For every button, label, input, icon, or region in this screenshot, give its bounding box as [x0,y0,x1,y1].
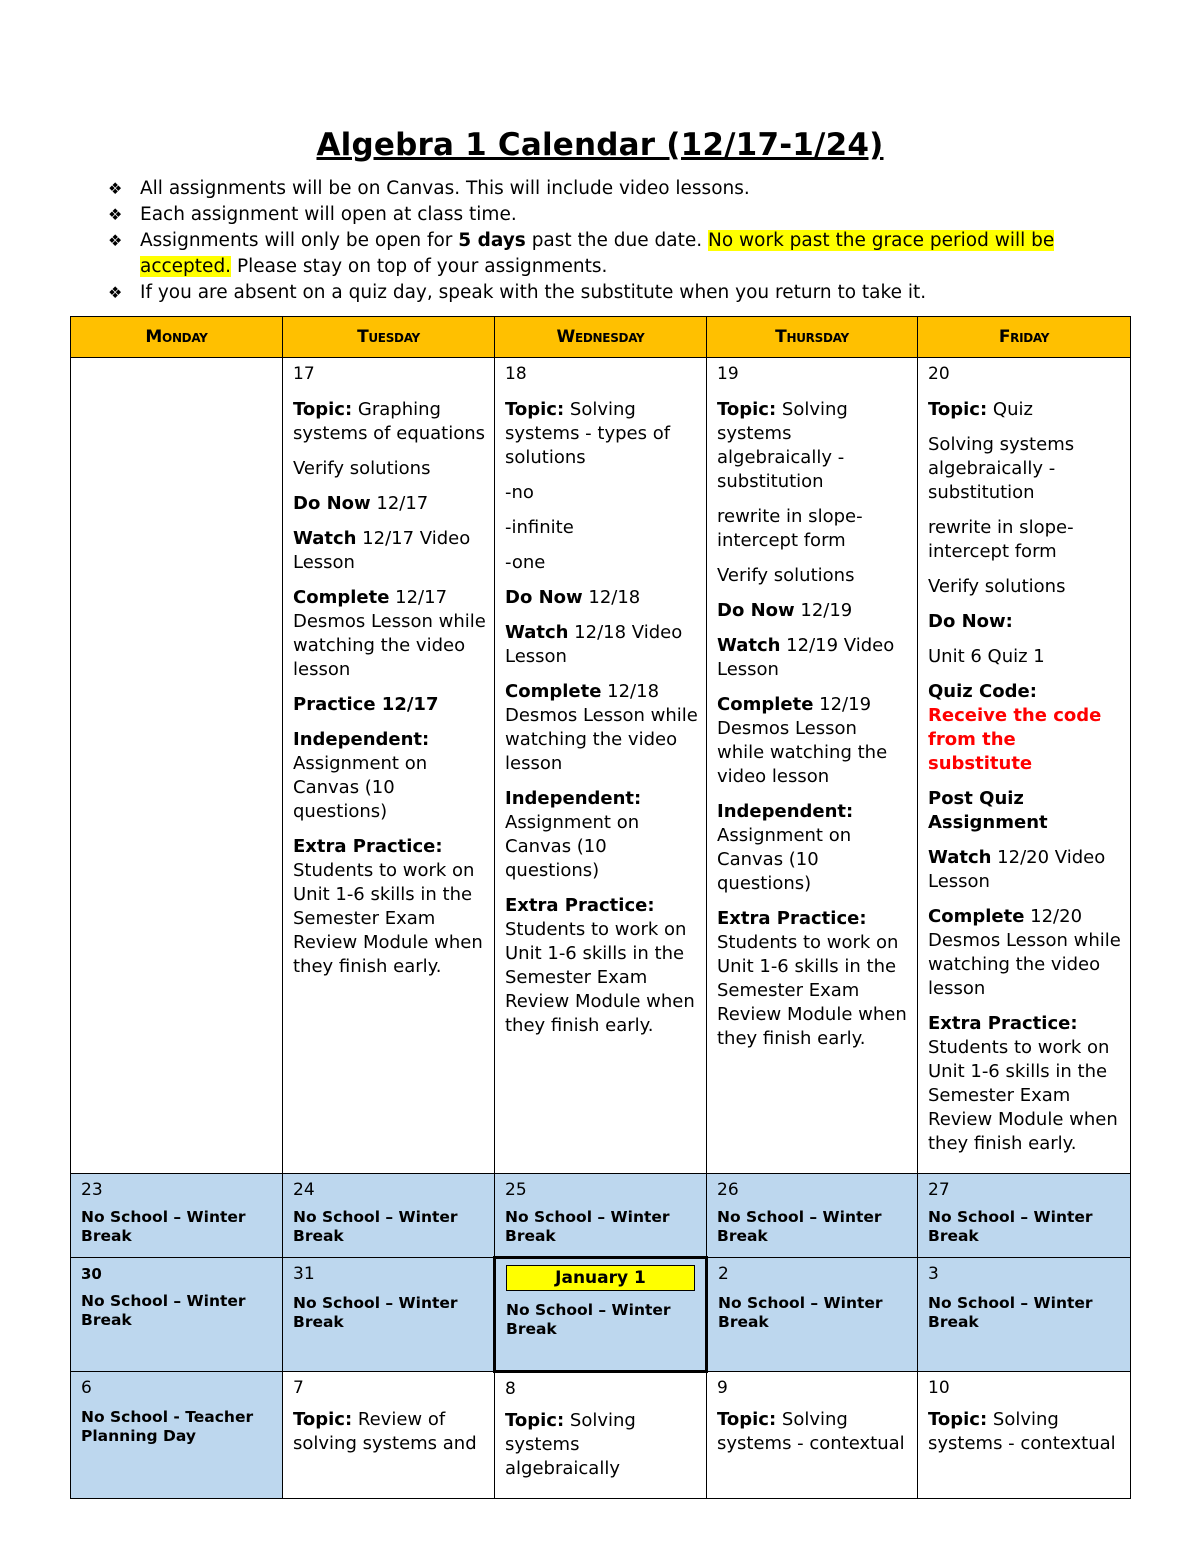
day-cell-19: 19 Topic: Solving systems algebraically - substitution rewrite in slope-intercept form Verify solutions Do Now 12/19 Watch 12/19 Video Lesson Complete 12/19 Desmos Lesson while watching the video lesson Independent: Assignment on Canvas (10 questions) Extra Practice: Students to work on Unit 1-6 skills in the Semester Exam Review Module when they finish early. [707,358,918,1174]
list-item: ❖ Assignments will only be open for 5 days past the due date. No work past the grace period will be accepted. Please stay on top of your assignments. [108,230,1055,277]
week-row [71,1372,1131,1499]
day-cell-25: 25 No School – Winter Break [495,1174,707,1258]
day-cell-26: 26 No School – Winter Break [707,1174,918,1258]
day-cell-3: 3 No School – Winter Break [918,1258,1131,1372]
day-cell-23: 23 No School – Winter Break [71,1174,283,1258]
header-thursday: Thursday [707,317,918,358]
header-row [71,317,1131,358]
day-cell-9: 9 Topic: Solving systems - contextual [707,1372,918,1499]
list-item: ❖ Each assignment will open at class time. [108,202,1118,228]
page-title: Algebra 1 Calendar (12/17-1/24) [316,127,884,163]
header-wednesday: Wednesday [495,317,707,358]
week-row [71,1174,1131,1258]
day-cell-27: 27 No School – Winter Break [918,1174,1131,1258]
instructions-list [108,176,1118,306]
day-cell-24: 24 No School – Winter Break [283,1174,495,1258]
day-cell-20: 20 Topic: Quiz Solving systems algebraically - substitution rewrite in slope-intercept form Verify solutions Do Now: Unit 6 Quiz 1 Quiz Code: Receive the code from the substitute Post Quiz Assignment Watch 12/20 Video Lesson Complete 12/20 Desmos Lesson while watching the video lesson Extra Practice: Students to work on Unit 1-6 skills in the Semester Exam Review Module when they finish early. [918,358,1131,1174]
header-friday: Friday [918,317,1131,358]
week-row [71,358,1131,1174]
day-cell-7: 7 Topic: Review of solving systems and [283,1372,495,1499]
header-monday: Monday [71,317,283,358]
day-cell-2: 2 No School – Winter Break [707,1258,918,1372]
day-cell-january-1: January 1 No School – Winter Break [495,1258,707,1372]
day-cell-10: 10 Topic: Solving systems - contextual [918,1372,1131,1499]
diamond-bullet-icon: ❖ [108,205,123,224]
diamond-bullet-icon: ❖ [108,283,123,302]
day-cell-8: 8 Topic: Solving systems algebraically [495,1372,707,1499]
day-cell-6: 6 No School - Teacher Planning Day [71,1372,283,1499]
day-cell-30: 30 No School – Winter Break [71,1258,283,1372]
calendar-table [70,316,1131,1499]
header-tuesday: Tuesday [283,317,495,358]
highlighted-warning: No work past the grace period will be accepted. [140,230,1055,277]
list-item: ❖ All assignments will be on Canvas. This will include video lessons. [108,176,1118,202]
quiz-code-note: Receive the code from the substitute [928,705,1102,774]
list-item: ❖ If you are absent on a quiz day, speak with the substitute when you return to take it. [108,280,1118,306]
week-row [71,1258,1131,1372]
diamond-bullet-icon: ❖ [108,179,123,198]
january-1-badge: January 1 [506,1265,695,1291]
day-cell-18: 18 Topic: Solving systems - types of solutions -no -infinite -one Do Now 12/18 Watch 12/18 Video Lesson Complete 12/18 Desmos Lesson while watching the video lesson Independent: Assignment on Canvas (10 questions) Extra Practice: Students to work on Unit 1-6 skills in the Semester Exam Review Module when they finish early. [495,358,707,1174]
diamond-bullet-icon: ❖ [108,231,123,250]
day-cell-17: 17 Topic: Graphing systems of equations Verify solutions Do Now 12/17 Watch 12/17 Video Lesson Complete 12/17 Desmos Lesson while watching the video lesson Practice 12/17 Independent: Assignment on Canvas (10 questions) Extra Practice: Students to work on Unit 1-6 skills in the Semester Exam Review Module when they finish early. [283,358,495,1174]
day-cell-empty [71,358,283,1174]
day-cell-31: 31 No School – Winter Break [283,1258,495,1372]
